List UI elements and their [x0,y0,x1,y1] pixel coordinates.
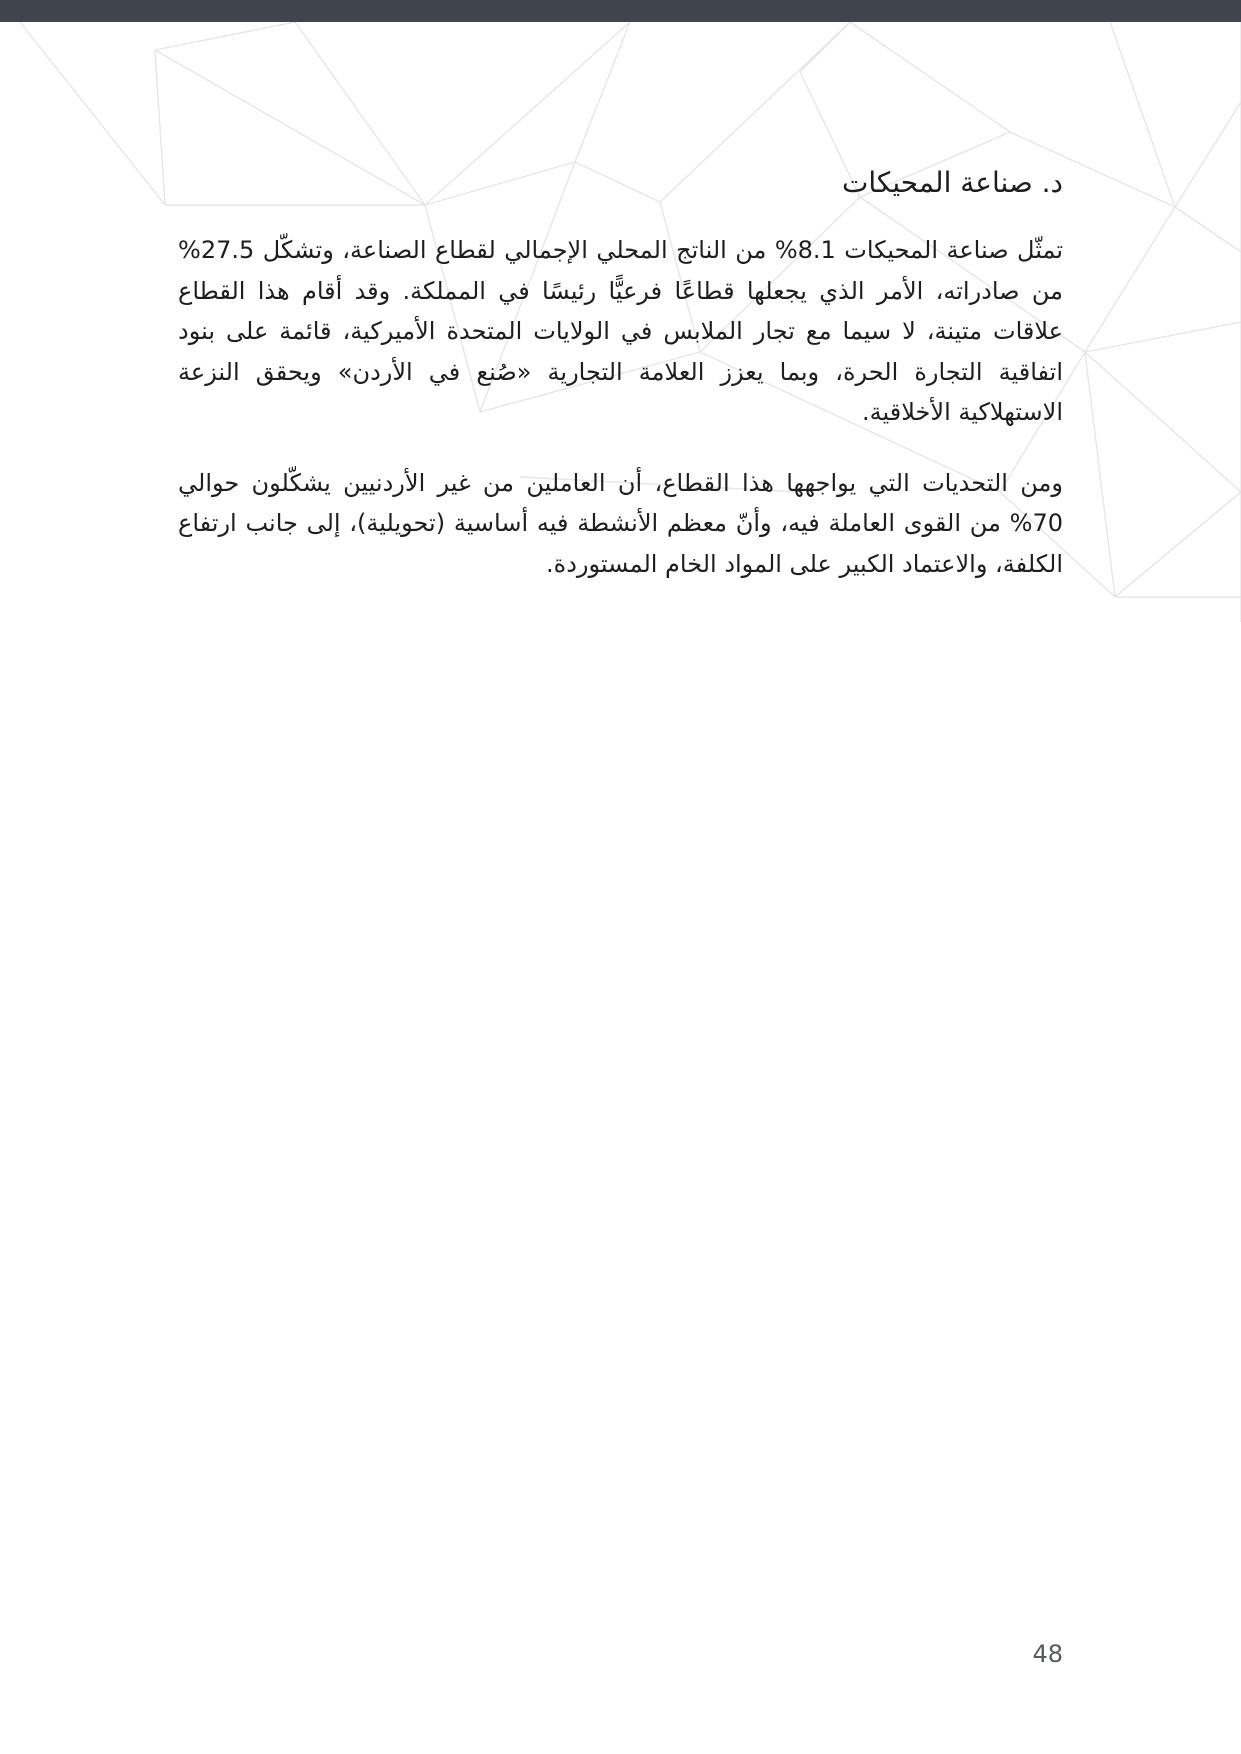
main-content [178,160,1063,614]
paragraph-2: ومن التحديات التي يواجهها هذا القطاع، أن العاملين من غير الأردنيين يشكّلون حوالي 70% من القوى العاملة فيه، وأنّ معظم الأنشطة فيه أساسية (تحويلية)، إلى جانب ارتفاع الكلفة، والاعتماد الكبير على المواد الخام المستوردة. [178,468,1063,578]
section-heading: د. صناعة المحيكات [841,166,1063,199]
paragraph-1: تمثّل صناعة المحيكات 8.1% من الناتج المحلي الإجمالي لقطاع الصناعة، وتشكّل 27.5% من صادراته، الأمر الذي يجعلها قطاعًا فرعيًّا رئيسًا في المملكة. وقد أقام هذا القطاع علاقات متينة، لا سيما مع تجار الملابس في الولايات المتحدة الأميركية، قائمة على بنود اتفاقية التجارة الحرة، وبما يعزز العلامة التجارية «صُنع في الأردن» ويحقق النزعة الاستهلاكية الأخلاقية. [178,236,1064,426]
page-number: 48 [1032,1640,1063,1668]
top-header-bar [0,0,1241,22]
